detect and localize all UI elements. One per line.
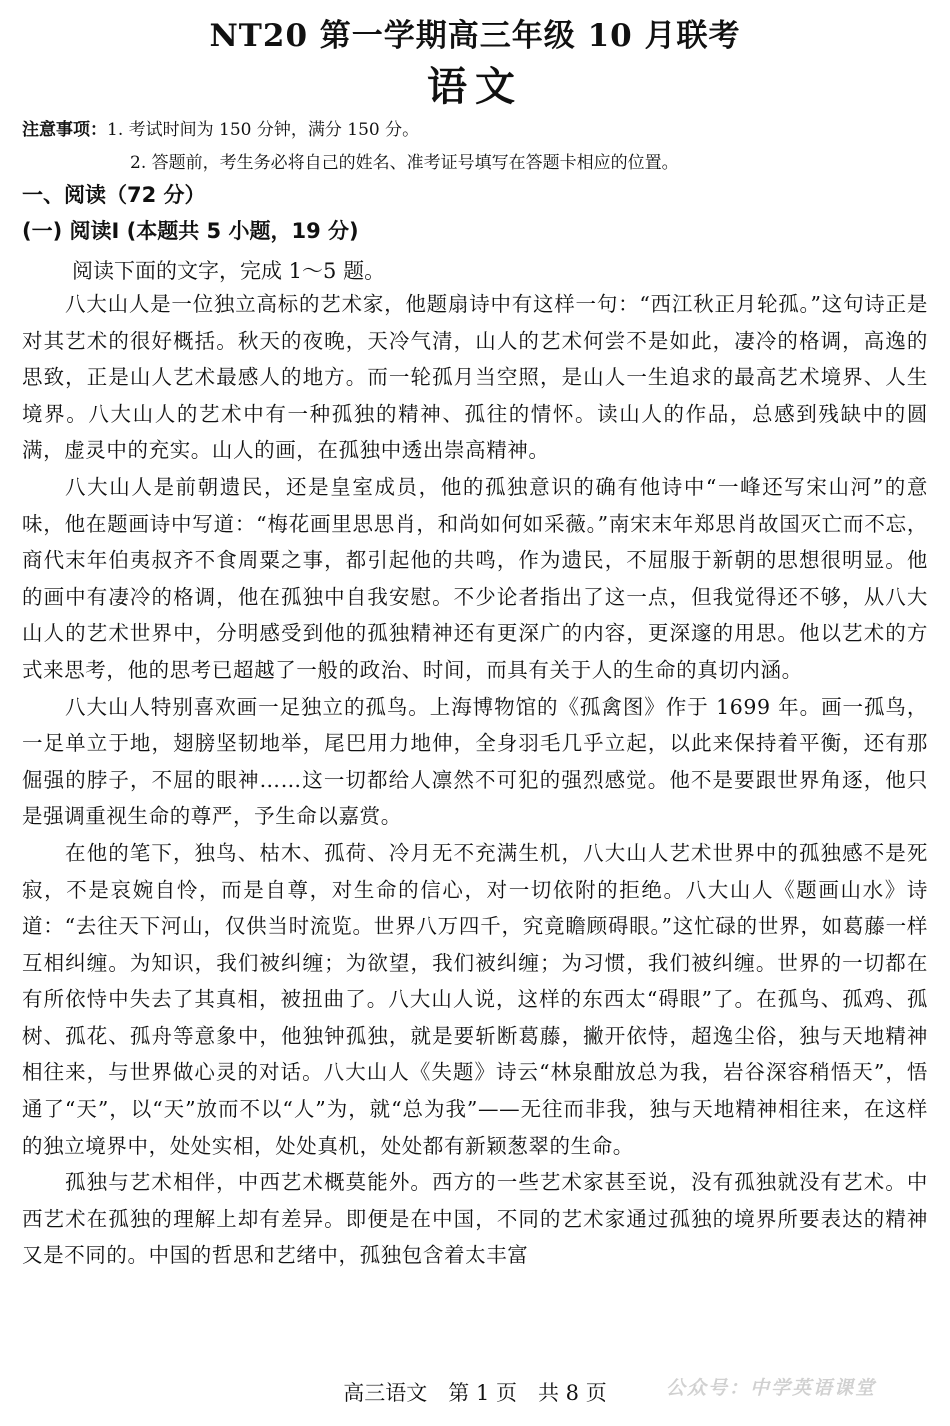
passage-paragraph: 八大山人是前朝遗民，还是皇室成员，他的孤独意识的确有他诗中“一峰还写宋山河”的意味，他在题画诗中写道：“梅花画里思思肖，和尚如何如采薇。”南宋末年郑思肖故国灭亡而不忘，商代末年伯夷叔齐不食周粟之事，都引起他的共鸣，作为遗民，不屈服于新朝的思想很明显。他的画中有凄冷的格调，他在孤独中自我安慰。不少论者指出了这一点，但我觉得还不够，从八大山人的艺术世界中，分明感受到他的孤独精神还有更深广的内容，更深邃的用思。他以艺术的方式来思考，他的思考已超越了一般的政治、时间，而具有关于人的生命的真切内涵。 (22, 474, 928, 682)
subject-title: 语文 (427, 63, 523, 110)
reading-instruction: 阅读下面的文字，完成 1～5 题。 (72, 259, 386, 283)
page-footer: 高三语文 第 1 页 共 8 页 (343, 1381, 607, 1405)
passage-paragraph: 在他的笔下，独鸟、枯木、孤荷、冷月无不充满生机，八大山人艺术世界中的孤独感不是死寂，不是哀婉自怜，而是自尊，对生命的信心，对一切依附的拒绝。八大山人《题画山水》诗道：“去往天下河山，仅供当时流览。世界八万四千，究竟瞻顾碍眼。”这忙碌的世界，如葛藤一样互相纠缠。为知识，我们被纠缠；为欲望，我们被纠缠；为习惯，我们被纠缠。世界的一切都在有所依恃中失去了其真相，被扭曲了。八大山人说，这样的东西太“碍眼”了。在孤鸟、孤鸡、孤树、孤花、孤舟等意象中，他独钟孤独，就是要斩断葛藤，撇开依恃，超逸尘俗，独与天地精神相往来，与世界做心灵的对话。八大山人《失题》诗云“林泉酣放总为我，岩谷深容稍悟天”，悟通了“天”，以“天”放而不以“人”为，就“总为我”——无往而非我，独与天地精神相往来，在这样的独立境界中，处处实相，处处真机，处处都有新颖葱翠的生命。 (22, 840, 928, 1158)
passage-paragraph: 孤独与艺术相伴，中西艺术概莫能外。西方的一些艺术家甚至说，没有孤独就没有艺术。中西艺术在孤独的理解上却有差异。即便是在中国，不同的艺术家通过孤独的境界所要表达的精神又是不同的。中国的哲思和艺绪中，孤独包含着太丰富 (22, 1170, 928, 1268)
notice-item-2: 2. 答题前，考生务必将自己的姓名、准考证号填写在答题卡相应的位置。 (130, 153, 679, 173)
notice-line-1 (22, 117, 419, 143)
notice-label: 注意事项： (22, 120, 107, 140)
section-heading: 一、阅读（72 分） (22, 183, 206, 207)
passage-paragraph: 八大山人特别喜欢画一足独立的孤鸟。上海博物馆的《孤禽图》作于 1699 年。画一孤鸟，一足单立于地，翅膀坚韧地举，尾巴用力地伸，全身羽毛几乎立起，以此来保持着平衡，还有那倔强的脖子，不屈的眼神……这一切都给人凛然不可犯的强烈感觉。他不是要跟世界角逐，他只是强调重视生命的尊严，予生命以嘉赏。 (22, 694, 928, 829)
subsection-heading: (一) 阅读Ⅰ (本题共 5 小题，19 分) (22, 219, 359, 243)
passage (22, 286, 928, 1274)
passage-paragraph: 八大山人是一位独立高标的艺术家，他题扇诗中有这样一句：“西江秋正月轮孤。”这句诗正是对其艺术的很好概括。秋天的夜晚，天冷气清，山人的艺术何尝不是如此，凄冷的格调，高逸的思致，正是山人艺术最感人的地方。而一轮孤月当空照，是山人一生追求的最高艺术境界、人生境界。八大山人的艺术中有一种孤独的精神、孤往的情怀。读山人的作品，总感到残缺中的圆满，虚灵中的充实。山人的画，在孤独中透出崇高精神。 (22, 292, 928, 463)
notice-item-1: 1. 考试时间为 150 分钟，满分 150 分。 (107, 120, 420, 140)
exam-title: NT20 第一学期高三年级 10 月联考 (209, 18, 741, 54)
watermark: 公众号：中学英语课堂 (666, 1377, 877, 1399)
